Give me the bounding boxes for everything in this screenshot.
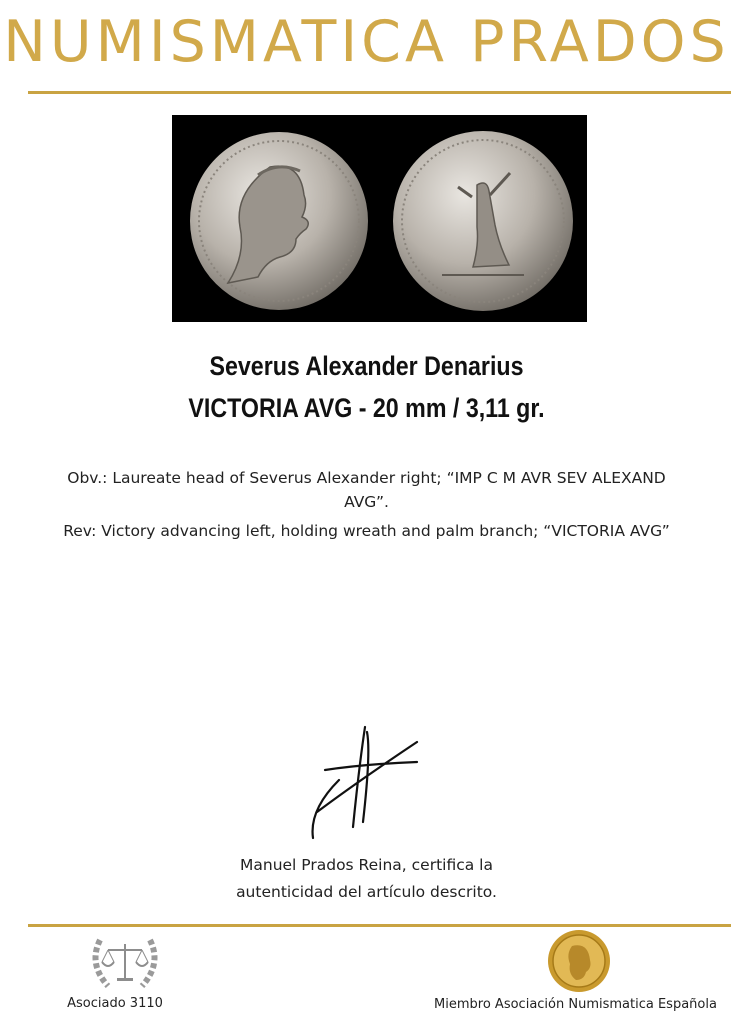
certification-line-1: Manuel Prados Reina, certifica la — [240, 856, 493, 874]
brand-title: NUMISMATICA PRADOS — [3, 9, 730, 75]
gold-coin-logo — [546, 928, 612, 994]
obverse-description: Obv.: Laureate head of Severus Alexander right; “IMP C M AVR SEV ALEXAND AVG”. — [67, 469, 666, 511]
top-divider — [28, 91, 731, 94]
association-membership: Miembro Asociación Numismatica Española — [434, 997, 717, 1012]
reverse-coin — [393, 131, 573, 311]
coin-subtitle: VICTORIA AVG - 20 mm / 3,11 gr. — [188, 393, 545, 423]
association-member-number: Asociado 3110 — [67, 996, 163, 1011]
bottom-divider — [28, 924, 731, 927]
scales-laurel-logo — [86, 930, 164, 994]
certification-line-2: autenticidad del artículo descrito. — [236, 883, 497, 901]
coin-photo — [172, 115, 587, 322]
handwritten-signature — [305, 722, 435, 842]
reverse-description: Rev: Victory advancing left, holding wreath and palm branch; “VICTORIA AVG” — [63, 522, 670, 540]
obverse-coin — [190, 132, 368, 310]
coin-title: Severus Alexander Denarius — [209, 351, 524, 381]
